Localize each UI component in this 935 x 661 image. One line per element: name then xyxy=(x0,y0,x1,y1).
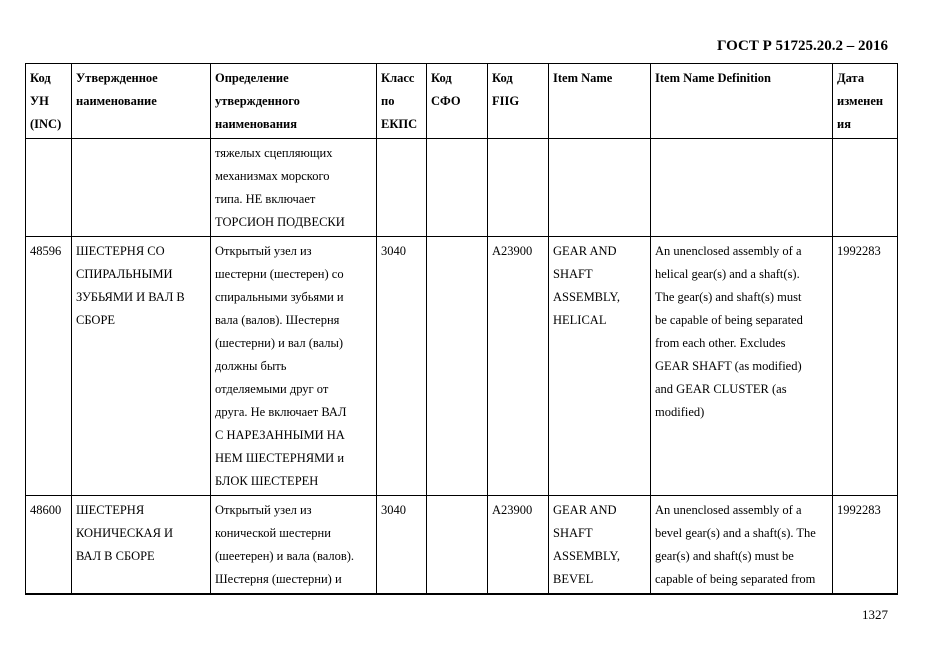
header-item-definition xyxy=(651,64,833,139)
cell-text-line: bevel gear(s) and a shaft(s). The xyxy=(655,526,816,540)
header-text: УН xyxy=(30,94,49,108)
cell-text-line: BEVEL xyxy=(553,572,594,586)
cell-item-definition xyxy=(651,237,833,496)
header-sfo xyxy=(427,64,488,139)
cell-text: 3040 xyxy=(381,244,406,258)
cell-text-line: Открытый узел из xyxy=(215,503,312,517)
cell-text-line: конической шестерни xyxy=(215,526,331,540)
header-text: по xyxy=(381,94,395,108)
header-item-name xyxy=(549,64,651,139)
cell-text: A23900 xyxy=(492,244,533,258)
cell-text-line: типа. НЕ включает xyxy=(215,192,316,206)
cell-text-line: ШЕСТЕРНЯ СО xyxy=(76,244,165,258)
cell-text-line: ЗУБЬЯМИ И ВАЛ В xyxy=(76,290,185,304)
cell-class xyxy=(377,139,427,237)
catalog-table xyxy=(25,63,898,595)
cell-text-line: КОНИЧЕСКАЯ И xyxy=(76,526,174,540)
cell-text: 1992283 xyxy=(837,503,881,517)
cell-fiig xyxy=(488,139,549,237)
header-text: наименования xyxy=(215,117,298,131)
cell-date xyxy=(833,237,898,496)
cell-inc xyxy=(26,237,72,496)
cell-text-line: be capable of being separated xyxy=(655,313,803,327)
header-text: FIIG xyxy=(492,94,520,108)
cell-name xyxy=(72,237,211,496)
header-text: Item Name Definition xyxy=(655,71,771,85)
cell-text-line: The gear(s) and shaft(s) must xyxy=(655,290,802,304)
cell-text: 48596 xyxy=(30,244,62,258)
header-inc xyxy=(26,64,72,139)
cell-text-line: СБОРЕ xyxy=(76,313,116,327)
cell-inc xyxy=(26,139,72,237)
header-date xyxy=(833,64,898,139)
table-row xyxy=(26,237,898,496)
cell-text: A23900 xyxy=(492,503,533,517)
table-row xyxy=(26,139,898,237)
cell-text-line: тяжелых сцепляющих xyxy=(215,146,333,160)
table-row xyxy=(26,496,898,595)
cell-text-line: Шестерня (шестерни) и xyxy=(215,572,342,586)
cell-class xyxy=(377,496,427,595)
header-text: изменен xyxy=(837,94,884,108)
cell-text-line: ВАЛ В СБОРЕ xyxy=(76,549,155,563)
cell-text-line: БЛОК ШЕСТЕРЕН xyxy=(215,474,319,488)
header-text: Определение xyxy=(215,71,289,85)
cell-fiig xyxy=(488,237,549,496)
cell-text-line: (шеетерен) и вала (валов). xyxy=(215,549,355,563)
cell-text-line: С НАРЕЗАННЫМИ НА xyxy=(215,428,345,442)
cell-text-line: Открытый узел из xyxy=(215,244,312,258)
cell-class xyxy=(377,237,427,496)
header-text: (INC) xyxy=(30,117,62,131)
header-text: ЕКПС xyxy=(381,117,418,131)
cell-text-line: An unenclosed assembly of a xyxy=(655,503,802,517)
standard-designation: ГОСТ Р 51725.20.2 – 2016 xyxy=(716,38,888,54)
header-text: ия xyxy=(837,117,851,131)
cell-text-line: HELICAL xyxy=(553,313,607,327)
cell-text-line: отделяемыми друг от xyxy=(215,382,329,396)
cell-text-line: друга. Не включает ВАЛ xyxy=(215,405,347,419)
cell-text-line: шестерни (шестерен) со xyxy=(215,267,344,281)
cell-text-line: НЕМ ШЕСТЕРНЯМИ и xyxy=(215,451,345,465)
header-text: Код xyxy=(431,71,452,85)
cell-text-line: from each other. Excludes xyxy=(655,336,786,350)
cell-item-name xyxy=(549,496,651,595)
cell-text-line: helical gear(s) and a shaft(s). xyxy=(655,267,800,281)
cell-sfo xyxy=(427,237,488,496)
table-body xyxy=(26,139,898,595)
cell-text-line: capable of being separated from xyxy=(655,572,816,586)
cell-sfo xyxy=(427,139,488,237)
header-text: Дата xyxy=(837,71,865,85)
cell-text-line: GEAR SHAFT (as modified) xyxy=(655,359,802,373)
cell-text-line: ASSEMBLY, xyxy=(553,549,620,563)
cell-definition xyxy=(211,237,377,496)
cell-text-line: механизмах морского xyxy=(215,169,330,183)
cell-item-definition xyxy=(651,496,833,595)
cell-sfo xyxy=(427,496,488,595)
cell-name xyxy=(72,496,211,595)
cell-inc xyxy=(26,496,72,595)
cell-text-line: SHAFT xyxy=(553,267,593,281)
cell-text-line: and GEAR CLUSTER (as xyxy=(655,382,787,396)
header-class xyxy=(377,64,427,139)
cell-date xyxy=(833,139,898,237)
header-text: Код xyxy=(30,71,51,85)
header-text: утвержденного xyxy=(215,94,300,108)
cell-text-line: спиральными зубьями и xyxy=(215,290,344,304)
cell-fiig xyxy=(488,496,549,595)
header-fiig xyxy=(488,64,549,139)
header-text: Класс xyxy=(381,71,415,85)
cell-text-line: СПИРАЛЬНЫМИ xyxy=(76,267,173,281)
header-name xyxy=(72,64,211,139)
cell-text-line: SHAFT xyxy=(553,526,593,540)
cell-name xyxy=(72,139,211,237)
cell-text: 48600 xyxy=(30,503,62,517)
cell-definition xyxy=(211,496,377,595)
cell-text-line: GEAR AND xyxy=(553,244,617,258)
cell-date xyxy=(833,496,898,595)
cell-text: 3040 xyxy=(381,503,406,517)
cell-text-line: ТОРСИОН ПОДВЕСКИ xyxy=(215,215,345,229)
cell-text-line: GEAR AND xyxy=(553,503,617,517)
cell-item-definition xyxy=(651,139,833,237)
cell-text-line: (шестерни) и вал (валы) xyxy=(215,336,344,350)
header-definition xyxy=(211,64,377,139)
cell-text-line: ASSEMBLY, xyxy=(553,290,620,304)
cell-text: 1992283 xyxy=(837,244,881,258)
cell-text-line: gear(s) and shaft(s) must be xyxy=(655,549,794,563)
table-header-row xyxy=(26,64,898,139)
cell-definition xyxy=(211,139,377,237)
page-number: 1327 xyxy=(862,607,888,622)
header-text: СФО xyxy=(431,94,461,108)
cell-text-line: ШЕСТЕРНЯ xyxy=(76,503,145,517)
cell-item-name xyxy=(549,139,651,237)
header-text: Утвержденное xyxy=(76,71,158,85)
header-text: Код xyxy=(492,71,513,85)
cell-item-name xyxy=(549,237,651,496)
cell-text-line: An unenclosed assembly of a xyxy=(655,244,802,258)
header-text: наименование xyxy=(76,94,157,108)
cell-text-line: вала (валов). Шестерня xyxy=(215,313,340,327)
cell-text-line: должны быть xyxy=(215,359,287,373)
header-text: Item Name xyxy=(553,71,613,85)
cell-text-line: modified) xyxy=(655,405,705,419)
